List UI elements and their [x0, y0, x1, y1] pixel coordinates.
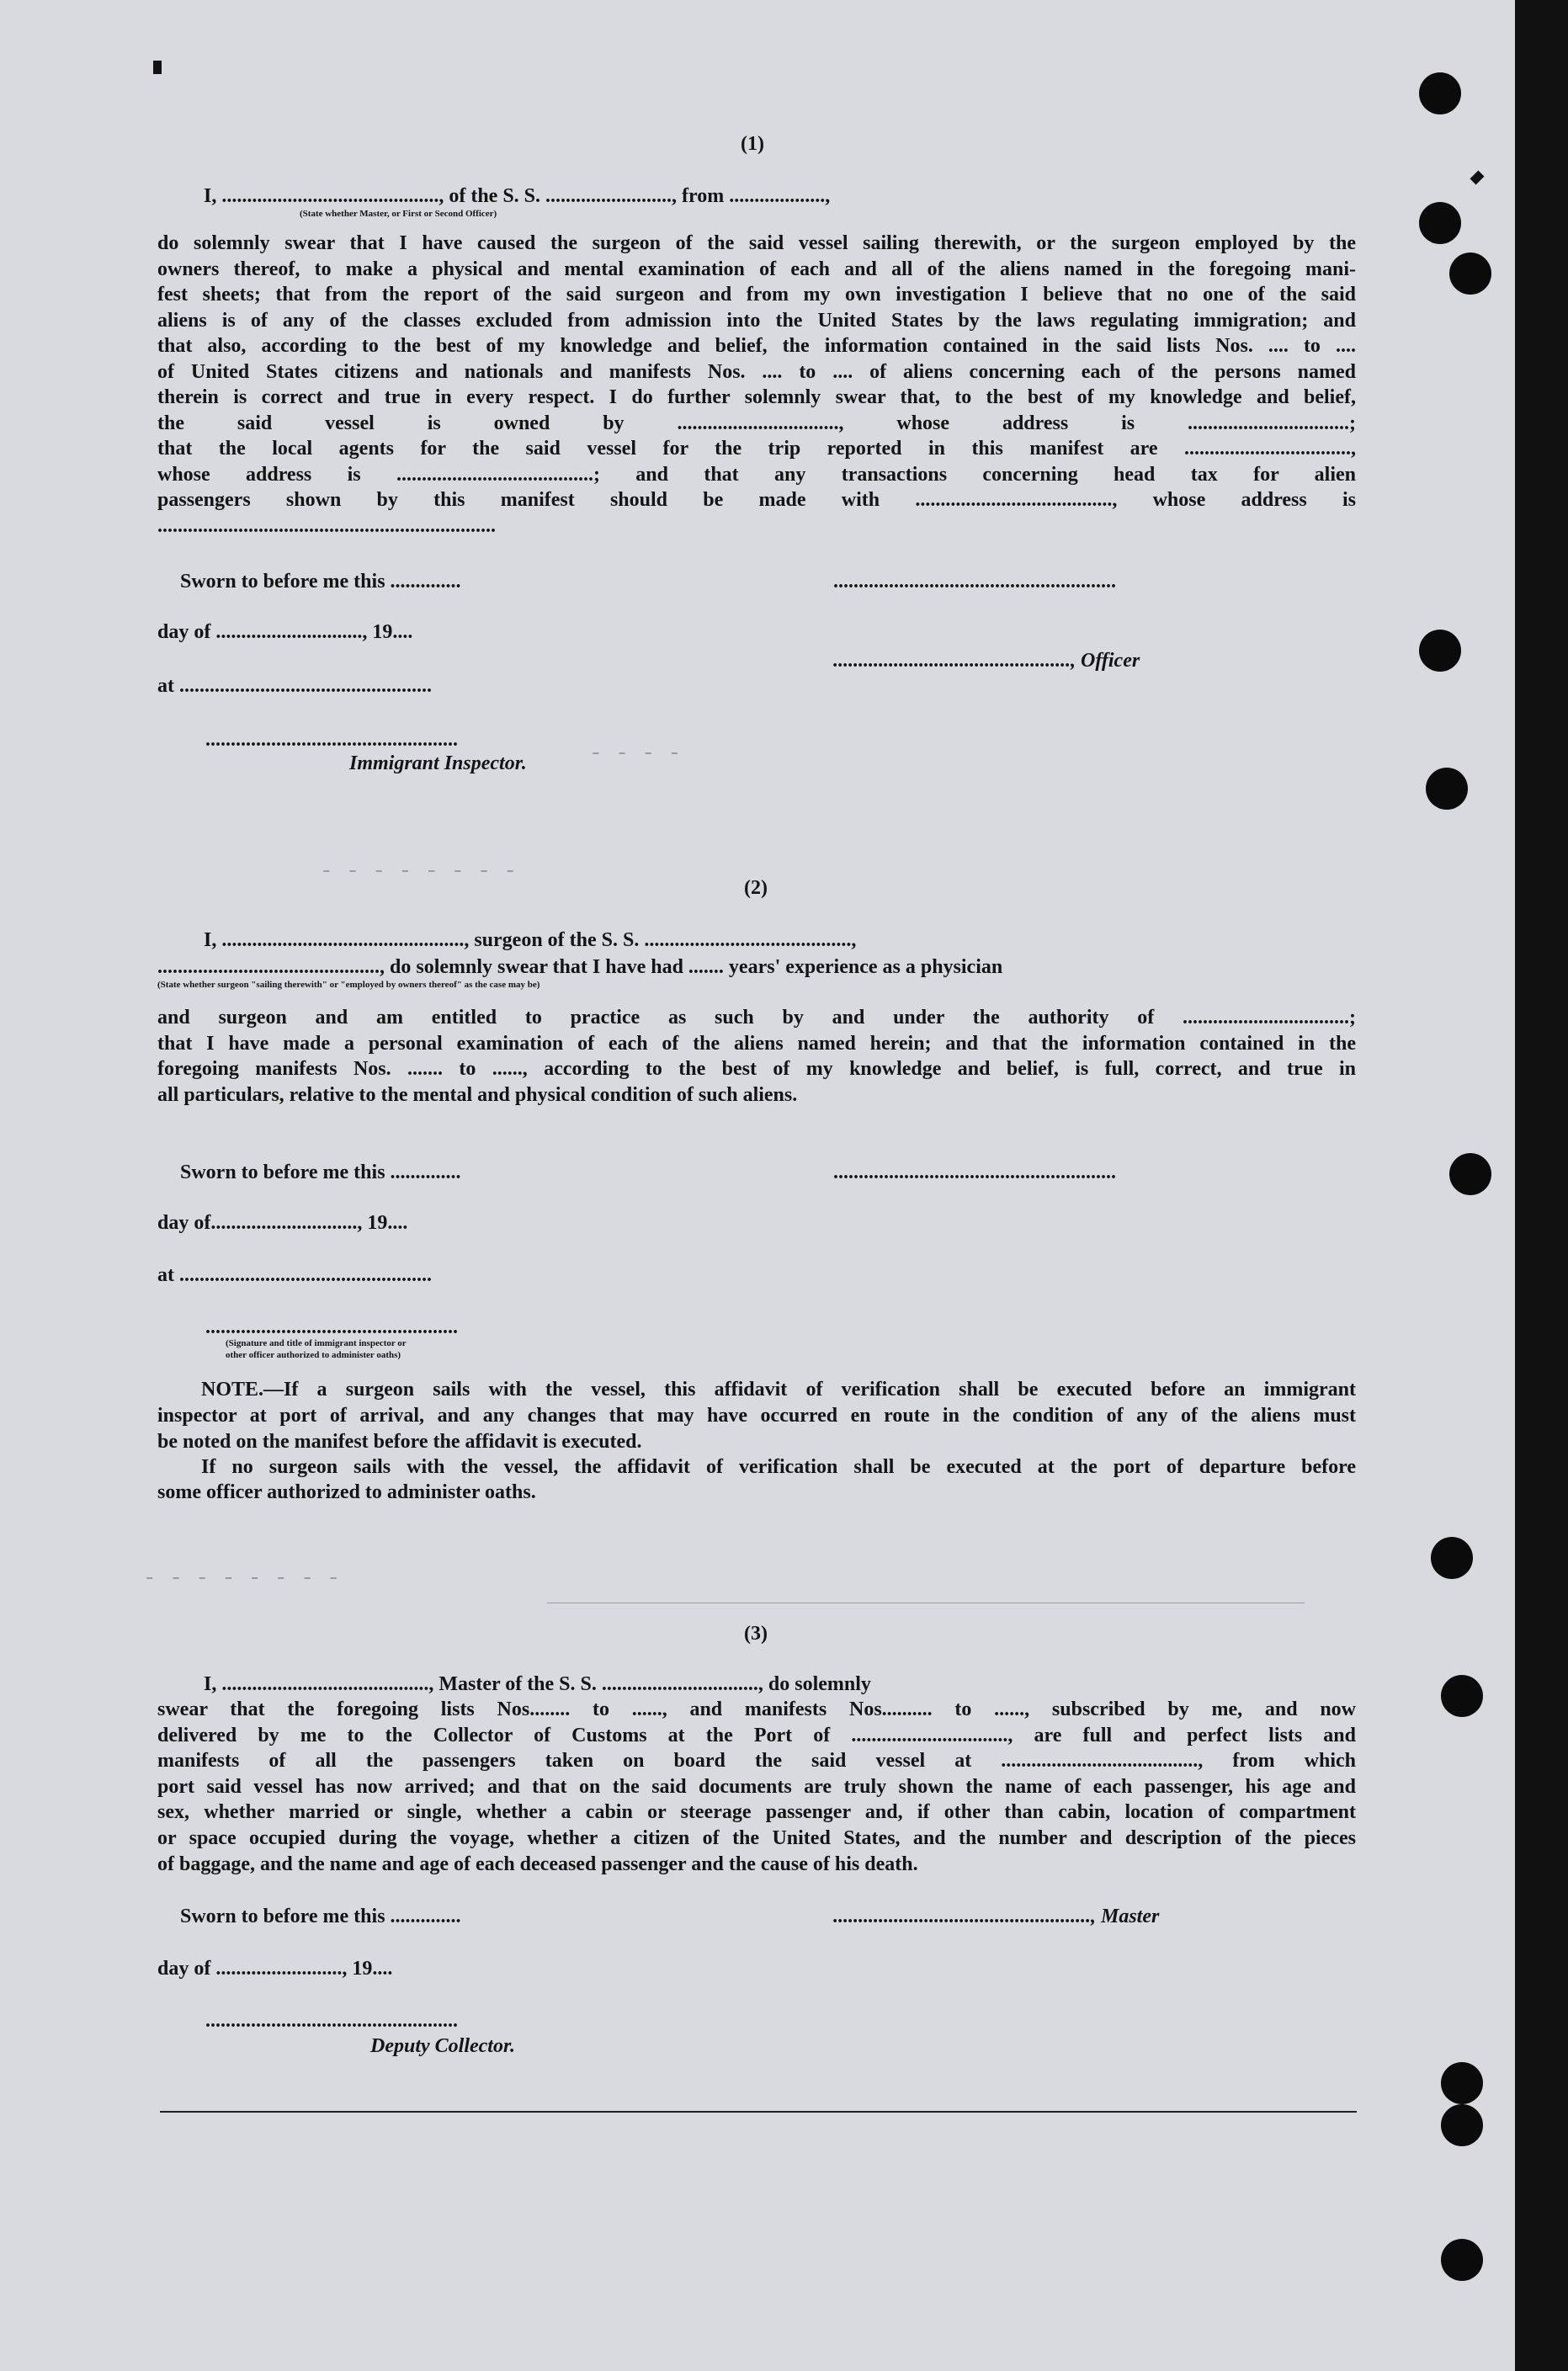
note-line: inspector at port of arrival, and any changes that may have occurred en route in the condition of any of the aliens must	[157, 1404, 1356, 1427]
oath-line: or space occupied during the voyage, whether a citizen of the United States, and the number and description of the pieces	[157, 1826, 1356, 1849]
bleed-through-text: - - - -	[589, 741, 682, 766]
oath-line: delivered by me to the Collector of Customs at the Port of ..............................., are full and perfect lists and	[157, 1724, 1356, 1746]
no-surgeon-note	[201, 1454, 1356, 1481]
oath-header-line: I, ..........................................., of the S. S. ........................., from ...................,	[204, 185, 831, 207]
surgeon-line: I, ................................................, surgeon of the S. S. .........................................,	[204, 929, 857, 951]
inspector-note: other officer authorized to administer oaths)	[226, 1350, 401, 1360]
oath-line: swear that the foregoing lists Nos........ to ......, and manifests Nos.......... to ......, subscribed by me, and now	[157, 1699, 1356, 1720]
oath-line: whose address is .......................................; and that any transactions concerning head tax for alien	[157, 463, 1356, 486]
inspector-signature-line: ..................................................	[205, 729, 458, 751]
oath-line: that also, according to the best of my knowledge and belief, the information contained in the said lists Nos. .... to ....	[157, 335, 1356, 357]
punch-hole	[1419, 202, 1461, 244]
oath-line: the said vessel is owned by ................................, whose address is ................................;	[157, 412, 1356, 434]
punch-hole	[1449, 253, 1491, 295]
punch-hole	[1426, 768, 1468, 810]
surgeon-note-paragraph	[157, 1377, 1356, 1428]
oath-last-line: all particulars, relative to the mental and physical condition of such aliens.	[157, 1084, 798, 1106]
section-number: (2)	[744, 877, 768, 899]
oath-line: and surgeon and am entitled to practice as such by and under the authority of .................................;	[157, 1007, 1356, 1029]
oath-line: of United States citizens and nationals and manifests Nos. .... to .... of aliens concerning each of the persons named	[157, 360, 1356, 383]
note-last-line: be noted on the manifest before the affidavit is executed.	[157, 1431, 642, 1453]
day-line: day of ............................., 19....	[157, 621, 413, 643]
punch-hole	[1419, 630, 1461, 672]
note-line: NOTE.—If a surgeon sails with the vessel, this affidavit of verification shall be executed before an immigrant	[201, 1379, 1356, 1401]
bleed-through-text: - - - - - - - -	[320, 859, 518, 884]
master-oath-body	[157, 1697, 1356, 1851]
oath-line: sex, whether married or single, whether a cabin or steerage passenger and, if other than cabin, location of compartment	[157, 1801, 1356, 1823]
inspector-note: (Signature and title of immigrant inspector or	[226, 1338, 407, 1348]
punch-hole	[1419, 72, 1461, 114]
oath-line: fest sheets; that from the report of the said surgeon and from my own investigation I believe that no one of the said	[157, 284, 1356, 306]
oath-last-line: of baggage, and the name and age of each deceased passenger and the cause of his death.	[157, 1853, 918, 1875]
note-line: If no surgeon sails with the vessel, the affidavit of verification shall be executed at the port of departure before	[201, 1456, 1356, 1478]
scan-edge	[1515, 0, 1568, 2371]
punch-hole	[1441, 2239, 1483, 2281]
punch-hole	[1441, 2062, 1483, 2104]
oath-body	[157, 231, 1356, 513]
oath-line: that the local agents for the said vessel for the trip reported in this manifest are .................................,	[157, 438, 1356, 460]
day-line: day of............................., 19....	[157, 1212, 408, 1234]
punch-hole	[1441, 2104, 1483, 2146]
surgeon-experience-line: ............................................, do solemnly swear that I have had ....... years' experience as a physician	[157, 956, 1003, 978]
bleed-through-text: - - - - - - - -	[143, 1566, 341, 1591]
oath-line: passengers shown by this manifest should be made with ......................................., whose address is	[157, 489, 1356, 511]
officer-line: ..............................................., Officer	[833, 650, 1140, 672]
at-line: at ..................................................	[157, 1264, 432, 1286]
sworn-line: Sworn to before me this ..............	[180, 1906, 461, 1927]
day-line: day of ........................., 19....	[157, 1958, 393, 1980]
master-signature-line: ..................................................., Master	[833, 1906, 1160, 1927]
oath-line: foregoing manifests Nos. ....... to ......, according to the best of my knowledge and belief, is full, correct, and true in	[157, 1058, 1356, 1080]
bottom-rule	[160, 2111, 1357, 2113]
inspector-signature-line: ..................................................	[205, 1316, 458, 1338]
punch-hole	[1431, 1537, 1473, 1579]
punch-hole	[1449, 1153, 1491, 1195]
oath-line: do solemnly swear that I have caused the surgeon of the said vessel sailing therewith, or the surgeon employed by the	[157, 232, 1356, 254]
surgeon-note: (State whether surgeon "sailing therewith" or "employed by owners thereof" as the case may be)	[157, 980, 540, 990]
master-header-line: I, ........................................., Master of the S. S. ..............................., do solemnly	[204, 1673, 871, 1695]
oath-line: aliens is of any of the classes excluded from admission into the United States by the laws regulating immigration; and	[157, 309, 1356, 332]
signature-line: ........................................................	[833, 1162, 1116, 1183]
oath-line: port said vessel has now arrived; and that on the said documents are truly shown the name of each passenger, his age and	[157, 1775, 1356, 1798]
inspector-title: Immigrant Inspector.	[349, 752, 527, 774]
oath-last-line: ...................................................................	[157, 515, 496, 537]
scan-mark	[1470, 171, 1485, 185]
surgeon-oath-body	[157, 1005, 1356, 1082]
oath-line: that I have made a personal examination of each of the aliens named herein; and that the information contained in the	[157, 1032, 1356, 1055]
punch-hole	[1441, 1675, 1483, 1717]
oath-line: manifests of all the passengers taken on board the said vessel at ......................................., from which	[157, 1750, 1356, 1772]
section-number: (1)	[741, 133, 764, 155]
note-last-line: some officer authorized to administer oaths.	[157, 1481, 536, 1503]
oath-line: therein is correct and true in every respect. I do further solemnly swear that, to the best of my knowledge and belief,	[157, 386, 1356, 408]
officer-signature-line: ........................................................	[833, 571, 1116, 593]
sworn-line: Sworn to before me this ..............	[180, 1162, 461, 1183]
collector-title: Deputy Collector.	[370, 2035, 515, 2057]
at-line: at ..................................................	[157, 675, 432, 697]
section-number: (3)	[744, 1623, 768, 1645]
collector-signature-line: ..................................................	[205, 2010, 458, 2032]
oath-line: owners thereof, to make a physical and mental examination of each and all of the aliens named in the foregoing mani-	[157, 258, 1356, 280]
sworn-line: Sworn to before me this ..............	[180, 571, 461, 593]
officer-note: (State whether Master, or First or Second Officer)	[300, 209, 497, 219]
scan-mark	[153, 61, 162, 74]
